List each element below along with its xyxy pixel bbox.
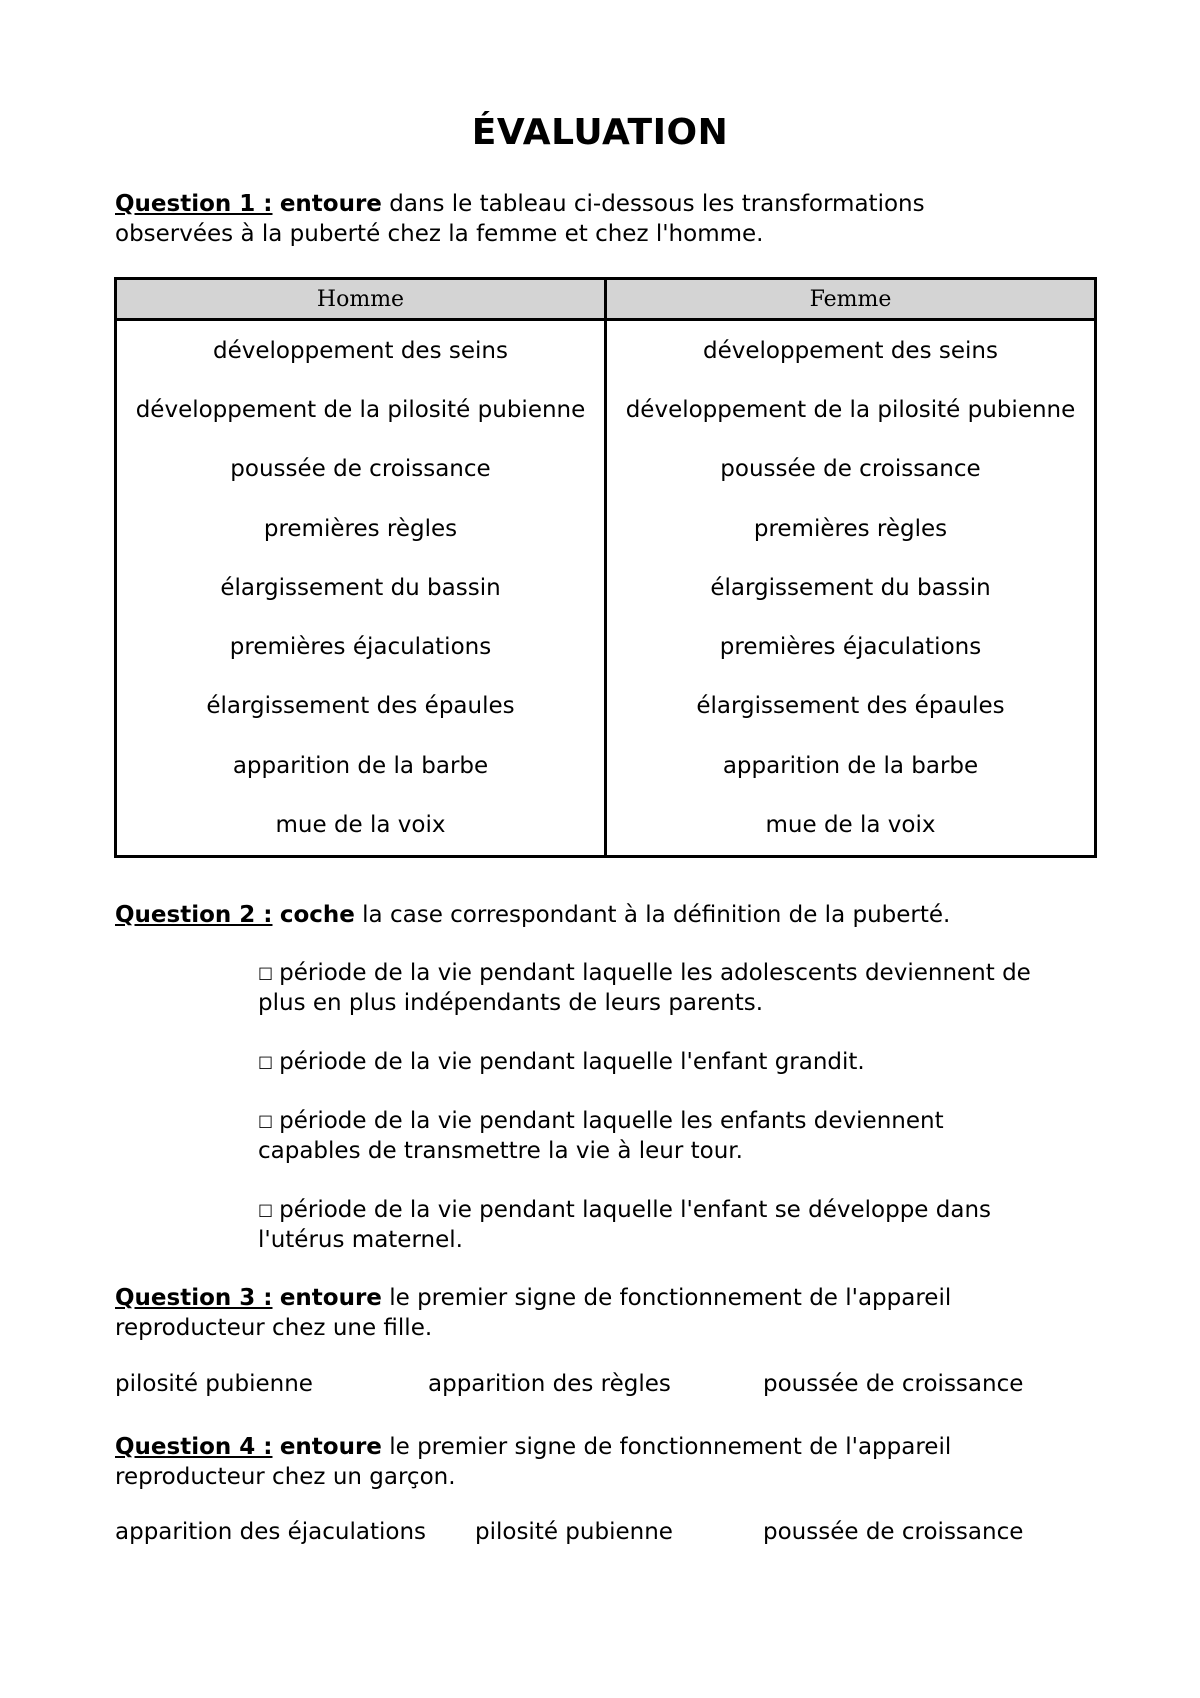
option-text-2: capables de transmettre la vie à leur tour. — [258, 1138, 743, 1164]
cell-homme[interactable]: premières règles — [263, 515, 458, 542]
checkbox[interactable]: □ — [258, 1111, 274, 1130]
question-1-verb: entoure — [279, 191, 382, 217]
question-2-option-2 — [258, 1047, 1098, 1077]
question-4-text-2: reproducteur chez un garçon. — [115, 1464, 456, 1490]
answer-option[interactable]: apparition des règles — [428, 1371, 671, 1397]
question-3-text-1: le premier signe de fonctionnement de l'appareil — [381, 1285, 952, 1311]
cell-femme[interactable]: apparition de la barbe — [606, 736, 1096, 795]
option-text-2: l'utérus maternel. — [258, 1227, 463, 1253]
cell-homme[interactable]: élargissement des épaules — [206, 693, 515, 720]
question-4-label: Question 4 : — [115, 1434, 273, 1460]
question-2-option-1 — [258, 958, 1098, 1018]
question-2-verb: coche — [279, 902, 355, 928]
cell-homme[interactable]: élargissement du bassin — [220, 574, 501, 601]
table-row — [116, 617, 1096, 676]
question-1-line-1 — [115, 189, 1105, 219]
answer-option[interactable]: apparition des éjaculations — [115, 1519, 427, 1545]
answer-option[interactable]: pilosité pubienne — [475, 1519, 673, 1545]
question-3-text-2: reproducteur chez une fille. — [115, 1315, 433, 1341]
cell-homme[interactable]: poussée de croissance — [230, 456, 491, 483]
option-text-2: plus en plus indépendants de leurs parents. — [258, 990, 764, 1016]
cell-femme[interactable]: poussée de croissance — [606, 440, 1096, 499]
table-row — [116, 795, 1096, 856]
question-2 — [115, 900, 1105, 930]
question-4 — [115, 1432, 1105, 1492]
question-1-text-2: observées à la puberté chez la femme et chez l'homme. — [115, 221, 764, 247]
table-row — [116, 736, 1096, 795]
answer-option[interactable]: poussée de croissance — [763, 1519, 1024, 1545]
cell-femme[interactable]: mue de la voix — [606, 795, 1096, 856]
question-2-label: Question 2 : — [115, 902, 273, 928]
page-title: ÉVALUATION — [471, 112, 729, 153]
question-4-answers — [115, 1519, 1105, 1549]
question-3-label: Question 3 : — [115, 1285, 273, 1311]
table-row — [116, 677, 1096, 736]
answer-option[interactable]: pilosité pubienne — [115, 1371, 313, 1397]
cell-homme[interactable]: premières éjaculations — [229, 634, 492, 661]
question-4-verb: entoure — [279, 1434, 382, 1460]
question-2-option-4 — [258, 1195, 1098, 1255]
cell-femme[interactable]: développement des seins — [606, 320, 1096, 381]
option-text-1: période de la vie pendant laquelle l'enfant grandit. — [279, 1049, 865, 1075]
cell-femme[interactable]: élargissement du bassin — [606, 558, 1096, 617]
question-4-text-1: le premier signe de fonctionnement de l'appareil — [381, 1434, 952, 1460]
table-header-row — [116, 279, 1096, 320]
question-2-option-3 — [258, 1106, 1098, 1166]
question-1-text-1: dans le tableau ci-dessous les transformations — [381, 191, 925, 217]
cell-femme[interactable]: premières éjaculations — [606, 617, 1096, 676]
table-row — [116, 320, 1096, 381]
option-text-1: période de la vie pendant laquelle les adolescents deviennent de — [279, 960, 1031, 986]
table-row — [116, 499, 1096, 558]
cell-homme[interactable]: développement de la pilosité pubienne — [135, 396, 586, 423]
table-row — [116, 380, 1096, 439]
cell-homme[interactable]: mue de la voix — [275, 812, 446, 839]
checkbox[interactable]: □ — [258, 1052, 274, 1071]
header-femme: Femme — [606, 279, 1096, 320]
question-3-verb: entoure — [279, 1285, 382, 1311]
checkbox[interactable]: □ — [258, 1200, 274, 1219]
transformations-table — [114, 277, 1097, 858]
cell-femme[interactable]: développement de la pilosité pubienne — [606, 380, 1096, 439]
cell-homme[interactable]: apparition de la barbe — [232, 752, 489, 779]
table-row — [116, 558, 1096, 617]
checkbox[interactable]: □ — [258, 963, 274, 982]
option-text-1: période de la vie pendant laquelle les enfants deviennent — [279, 1108, 944, 1134]
answer-option[interactable]: poussée de croissance — [763, 1371, 1024, 1397]
question-1-label: Question 1 : — [115, 191, 273, 217]
question-1 — [115, 189, 1105, 249]
question-2-text: la case correspondant à la définition de la puberté. — [354, 902, 951, 928]
question-3 — [115, 1283, 1105, 1343]
header-homme: Homme — [116, 279, 606, 320]
table-row — [116, 440, 1096, 499]
cell-homme[interactable]: développement des seins — [213, 337, 508, 364]
cell-femme[interactable]: premières règles — [606, 499, 1096, 558]
question-3-answers — [115, 1371, 1105, 1401]
cell-femme[interactable]: élargissement des épaules — [606, 677, 1096, 736]
option-text-1: période de la vie pendant laquelle l'enfant se développe dans — [279, 1197, 992, 1223]
